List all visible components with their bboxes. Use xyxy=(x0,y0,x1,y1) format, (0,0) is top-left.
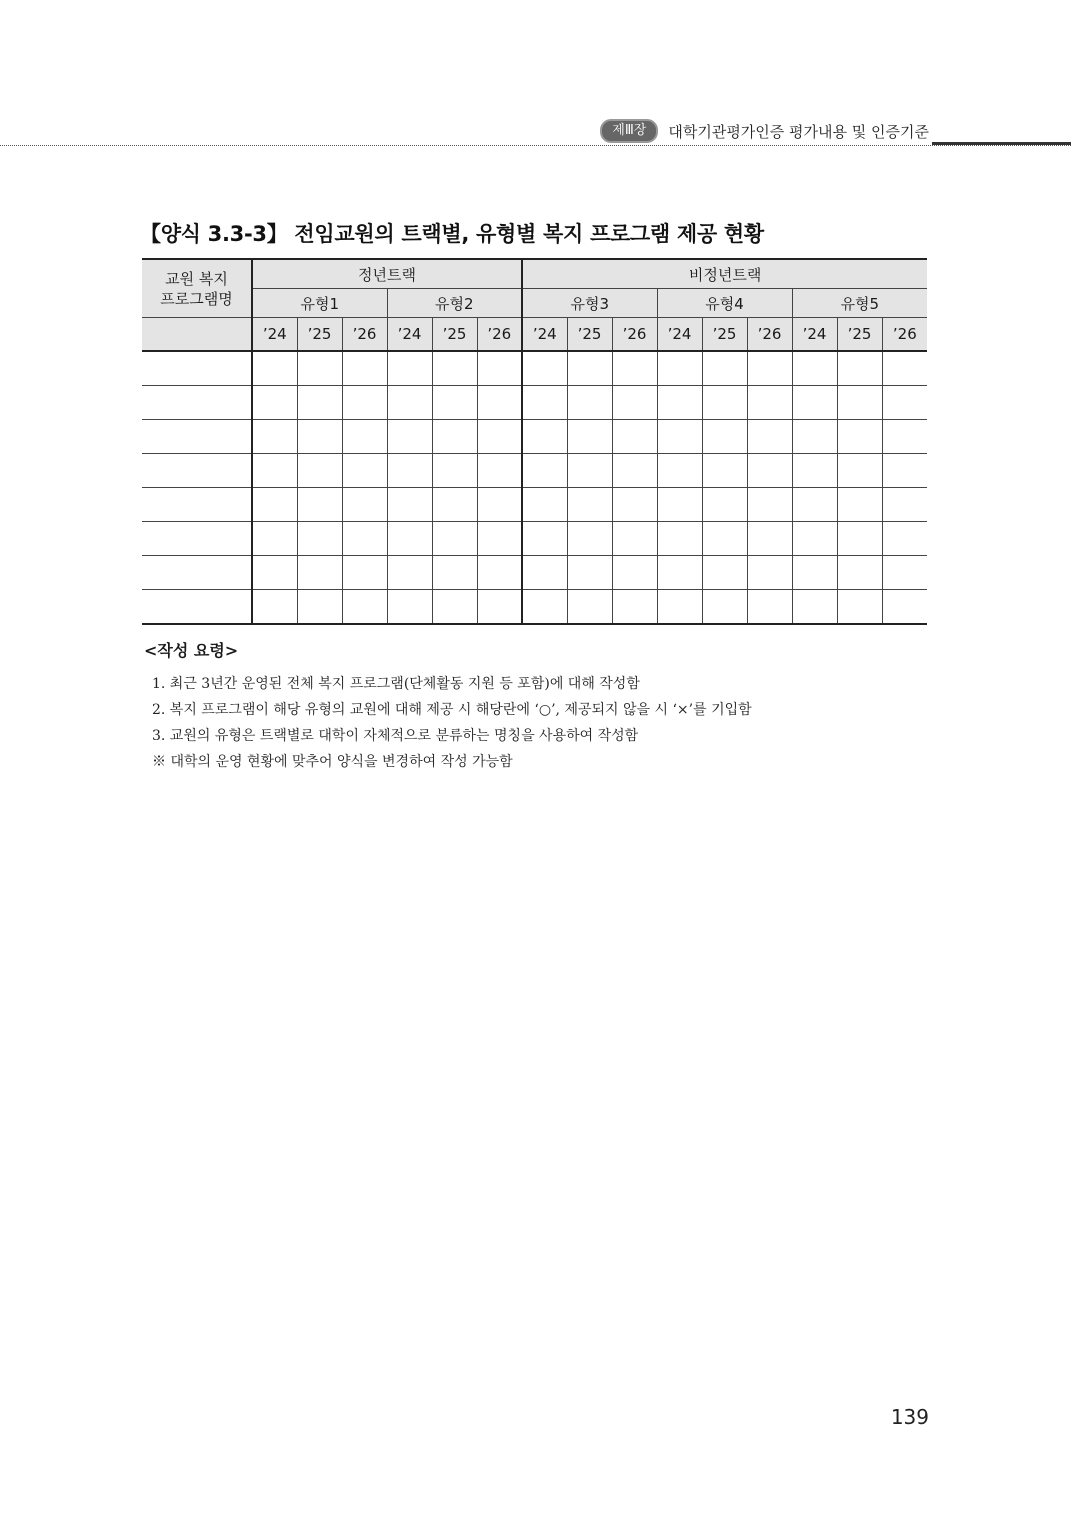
year-header: ’26 xyxy=(477,318,522,352)
mark-cell[interactable] xyxy=(252,351,297,386)
mark-cell[interactable] xyxy=(252,420,297,454)
mark-cell[interactable] xyxy=(657,488,702,522)
mark-cell[interactable] xyxy=(432,351,477,386)
mark-cell[interactable] xyxy=(837,488,882,522)
program-name-cell[interactable] xyxy=(142,420,252,454)
mark-cell[interactable] xyxy=(747,556,792,590)
guideline-item: 1. 최근 3년간 운영된 전체 복지 프로그램(단체활동 지원 등 포함)에 대해 작성함 xyxy=(152,676,640,692)
mark-cell[interactable] xyxy=(477,386,522,420)
mark-cell[interactable] xyxy=(792,420,837,454)
mark-cell[interactable] xyxy=(342,420,387,454)
mark-cell[interactable] xyxy=(297,420,342,454)
table-row xyxy=(142,488,927,522)
mark-cell[interactable] xyxy=(792,454,837,488)
mark-cell[interactable] xyxy=(432,556,477,590)
mark-cell[interactable] xyxy=(567,351,612,386)
program-name-header-cont xyxy=(142,318,252,352)
mark-cell[interactable] xyxy=(567,522,612,556)
mark-cell[interactable] xyxy=(747,522,792,556)
mark-cell[interactable] xyxy=(252,590,297,625)
mark-cell[interactable] xyxy=(612,488,657,522)
mark-cell[interactable] xyxy=(342,590,387,625)
writing-guidelines xyxy=(144,638,752,775)
mark-cell[interactable] xyxy=(387,488,432,522)
mark-cell[interactable] xyxy=(567,420,612,454)
mark-cell[interactable] xyxy=(567,488,612,522)
mark-cell[interactable] xyxy=(432,386,477,420)
mark-cell[interactable] xyxy=(657,386,702,420)
program-name-cell[interactable] xyxy=(142,386,252,420)
mark-cell[interactable] xyxy=(522,420,567,454)
mark-cell[interactable] xyxy=(837,454,882,488)
mark-cell[interactable] xyxy=(612,351,657,386)
mark-cell[interactable] xyxy=(837,351,882,386)
mark-cell[interactable] xyxy=(522,556,567,590)
mark-cell[interactable] xyxy=(297,386,342,420)
guidelines-title: <작성 요령> xyxy=(144,641,239,660)
mark-cell[interactable] xyxy=(477,454,522,488)
mark-cell[interactable] xyxy=(297,522,342,556)
table-row xyxy=(142,556,927,590)
mark-cell[interactable] xyxy=(387,522,432,556)
mark-cell[interactable] xyxy=(657,590,702,625)
mark-cell[interactable] xyxy=(792,351,837,386)
guideline-item: 2. 복지 프로그램이 해당 유형의 교원에 대해 제공 시 해당란에 ‘○’, 제공되지 않을 시 ‘×’를 기입함 xyxy=(152,702,752,718)
year-header: ’24 xyxy=(252,318,297,352)
mark-cell[interactable] xyxy=(882,420,927,454)
type-header: 유형1 xyxy=(252,289,387,318)
mark-cell[interactable] xyxy=(792,386,837,420)
table-row xyxy=(142,522,927,556)
mark-cell[interactable] xyxy=(252,556,297,590)
mark-cell[interactable] xyxy=(432,488,477,522)
mark-cell[interactable] xyxy=(342,351,387,386)
type-header: 유형2 xyxy=(387,289,522,318)
mark-cell[interactable] xyxy=(612,386,657,420)
mark-cell[interactable] xyxy=(342,522,387,556)
mark-cell[interactable] xyxy=(612,454,657,488)
mark-cell[interactable] xyxy=(522,522,567,556)
mark-cell[interactable] xyxy=(837,556,882,590)
mark-cell[interactable] xyxy=(612,590,657,625)
mark-cell[interactable] xyxy=(702,488,747,522)
year-header: ’24 xyxy=(387,318,432,352)
year-header: ’24 xyxy=(792,318,837,352)
mark-cell[interactable] xyxy=(432,454,477,488)
mark-cell[interactable] xyxy=(342,386,387,420)
mark-cell[interactable] xyxy=(522,488,567,522)
mark-cell[interactable] xyxy=(477,420,522,454)
mark-cell[interactable] xyxy=(387,420,432,454)
year-header: ’25 xyxy=(432,318,477,352)
mark-cell[interactable] xyxy=(522,386,567,420)
mark-cell[interactable] xyxy=(702,386,747,420)
mark-cell[interactable] xyxy=(747,420,792,454)
mark-cell[interactable] xyxy=(882,522,927,556)
page-number: 139 xyxy=(890,1405,929,1429)
mark-cell[interactable] xyxy=(432,522,477,556)
mark-cell[interactable] xyxy=(612,556,657,590)
mark-cell[interactable] xyxy=(297,488,342,522)
mark-cell[interactable] xyxy=(792,522,837,556)
mark-cell[interactable] xyxy=(522,351,567,386)
mark-cell[interactable] xyxy=(792,556,837,590)
mark-cell[interactable] xyxy=(342,488,387,522)
type-header: 유형3 xyxy=(522,289,657,318)
year-header: ’24 xyxy=(522,318,567,352)
program-name-cell[interactable] xyxy=(142,454,252,488)
year-header: ’26 xyxy=(747,318,792,352)
mark-cell[interactable] xyxy=(252,386,297,420)
mark-cell[interactable] xyxy=(882,386,927,420)
chapter-title: 대학기관평가인증 평가내용 및 인증기준 xyxy=(668,122,929,141)
type-header: 유형4 xyxy=(657,289,792,318)
mark-cell[interactable] xyxy=(837,522,882,556)
year-header: ’25 xyxy=(567,318,612,352)
program-name-cell[interactable] xyxy=(142,351,252,386)
mark-cell[interactable] xyxy=(432,420,477,454)
table-row xyxy=(142,386,927,420)
mark-cell[interactable] xyxy=(297,351,342,386)
mark-cell[interactable] xyxy=(702,454,747,488)
mark-cell[interactable] xyxy=(702,351,747,386)
mark-cell[interactable] xyxy=(882,454,927,488)
mark-cell[interactable] xyxy=(882,556,927,590)
mark-cell[interactable] xyxy=(522,454,567,488)
mark-cell[interactable] xyxy=(252,522,297,556)
mark-cell[interactable] xyxy=(702,556,747,590)
mark-cell[interactable] xyxy=(882,351,927,386)
program-name-header: 교원 복지 프로그램명 xyxy=(142,259,252,318)
year-header: ’24 xyxy=(657,318,702,352)
mark-cell[interactable] xyxy=(297,556,342,590)
mark-cell[interactable] xyxy=(747,488,792,522)
program-name-cell[interactable] xyxy=(142,522,252,556)
welfare-program-table xyxy=(142,258,927,625)
mark-cell[interactable] xyxy=(387,454,432,488)
year-header: ’26 xyxy=(882,318,927,352)
mark-cell[interactable] xyxy=(297,454,342,488)
program-name-cell[interactable] xyxy=(142,488,252,522)
mark-cell[interactable] xyxy=(342,556,387,590)
mark-cell[interactable] xyxy=(522,590,567,625)
mark-cell[interactable] xyxy=(702,420,747,454)
mark-cell[interactable] xyxy=(837,590,882,625)
year-header: ’25 xyxy=(837,318,882,352)
mark-cell[interactable] xyxy=(387,386,432,420)
mark-cell[interactable] xyxy=(432,590,477,625)
mark-cell[interactable] xyxy=(612,420,657,454)
guideline-item: ※ 대학의 운영 현황에 맞추어 양식을 변경하여 작성 가능함 xyxy=(152,754,513,770)
table-row xyxy=(142,454,927,488)
mark-cell[interactable] xyxy=(612,522,657,556)
mark-cell[interactable] xyxy=(702,522,747,556)
mark-cell[interactable] xyxy=(792,488,837,522)
mark-cell[interactable] xyxy=(567,386,612,420)
header-divider xyxy=(0,145,1071,146)
table-body xyxy=(142,351,927,624)
running-header xyxy=(600,119,929,143)
mark-cell[interactable] xyxy=(657,556,702,590)
mark-cell[interactable] xyxy=(252,454,297,488)
table-row xyxy=(142,351,927,386)
mark-cell[interactable] xyxy=(657,351,702,386)
mark-cell[interactable] xyxy=(387,556,432,590)
chapter-badge: 제Ⅲ장 xyxy=(600,119,658,143)
mark-cell[interactable] xyxy=(477,556,522,590)
program-name-cell[interactable] xyxy=(142,590,252,625)
mark-cell[interactable] xyxy=(747,454,792,488)
mark-cell[interactable] xyxy=(657,420,702,454)
mark-cell[interactable] xyxy=(387,590,432,625)
program-name-cell[interactable] xyxy=(142,556,252,590)
year-header: ’25 xyxy=(297,318,342,352)
mark-cell[interactable] xyxy=(657,522,702,556)
track-header-tenure: 정년트랙 xyxy=(252,259,522,289)
type-header: 유형5 xyxy=(792,289,927,318)
mark-cell[interactable] xyxy=(837,420,882,454)
mark-cell[interactable] xyxy=(477,488,522,522)
year-header: ’25 xyxy=(702,318,747,352)
mark-cell[interactable] xyxy=(252,488,297,522)
year-header: ’26 xyxy=(342,318,387,352)
mark-cell[interactable] xyxy=(747,386,792,420)
header-accent-bar xyxy=(932,142,1071,145)
mark-cell[interactable] xyxy=(747,590,792,625)
mark-cell[interactable] xyxy=(342,454,387,488)
mark-cell[interactable] xyxy=(567,590,612,625)
mark-cell[interactable] xyxy=(477,351,522,386)
mark-cell[interactable] xyxy=(567,454,612,488)
mark-cell[interactable] xyxy=(702,590,747,625)
guideline-item: 3. 교원의 유형은 트랙별로 대학이 자체적으로 분류하는 명칭을 사용하여 작성함 xyxy=(152,728,639,744)
mark-cell[interactable] xyxy=(792,590,837,625)
table-row xyxy=(142,590,927,625)
mark-cell[interactable] xyxy=(882,488,927,522)
mark-cell[interactable] xyxy=(387,351,432,386)
mark-cell[interactable] xyxy=(657,454,702,488)
year-header: ’26 xyxy=(612,318,657,352)
mark-cell[interactable] xyxy=(837,386,882,420)
mark-cell[interactable] xyxy=(477,522,522,556)
track-header-non-tenure: 비정년트랙 xyxy=(522,259,927,289)
mark-cell[interactable] xyxy=(477,590,522,625)
form-title: 【양식 3.3-3】 전임교원의 트랙별, 유형별 복지 프로그램 제공 현황 xyxy=(140,222,764,246)
mark-cell[interactable] xyxy=(882,590,927,625)
mark-cell[interactable] xyxy=(747,351,792,386)
mark-cell[interactable] xyxy=(567,556,612,590)
mark-cell[interactable] xyxy=(297,590,342,625)
table-row xyxy=(142,420,927,454)
